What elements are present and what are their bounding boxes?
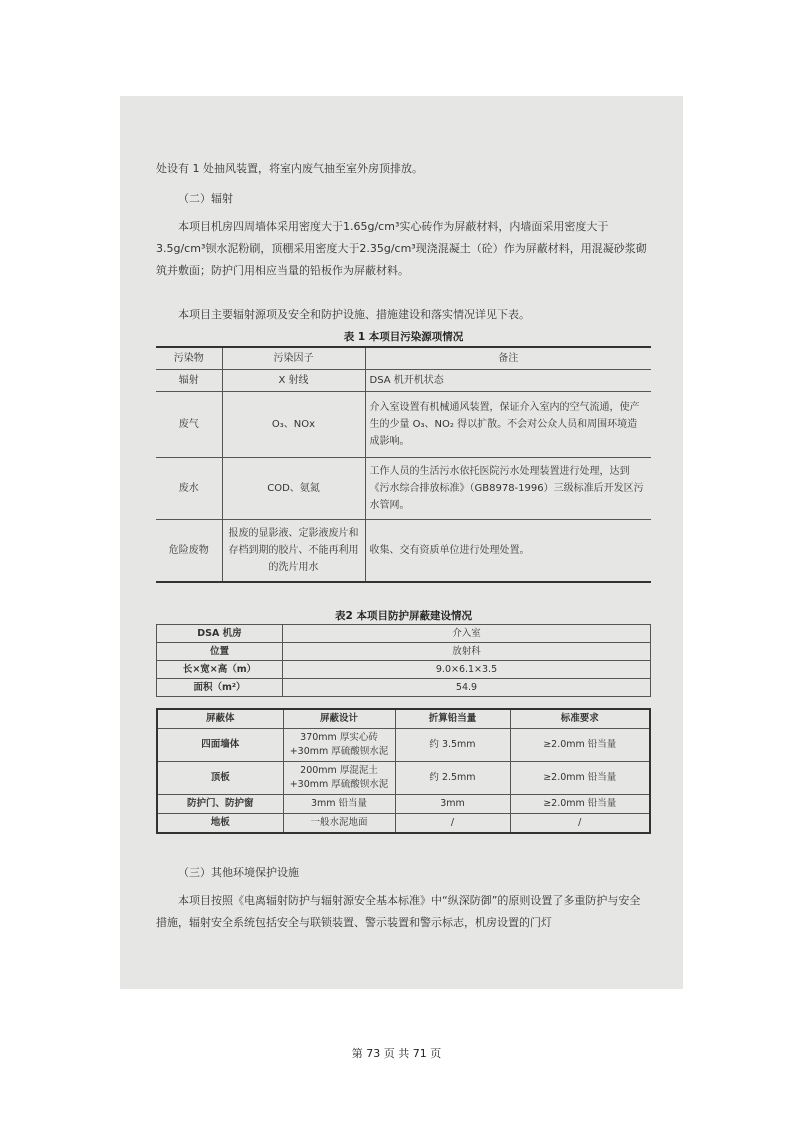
table-cell: 面积（m²） xyxy=(157,679,283,697)
table-cell: X 射线 xyxy=(222,370,365,392)
table-cell: 四面墙体 xyxy=(157,729,283,762)
table-cell: 放射科 xyxy=(283,643,651,661)
table-cell: O₃、NOx xyxy=(222,392,365,458)
table-cell: / xyxy=(510,814,650,834)
table-cell: 54.9 xyxy=(283,679,651,697)
table-header-cell: 污染物 xyxy=(156,347,222,370)
table-cell: 防护门、防护窗 xyxy=(157,795,283,814)
table-header-cell: 折算铅当量 xyxy=(395,709,510,729)
table-row xyxy=(156,520,651,582)
table-row xyxy=(157,729,650,762)
table-header-cell: 污染因子 xyxy=(222,347,365,370)
table-row xyxy=(157,795,650,814)
table-row xyxy=(157,679,651,697)
paragraph-exhaust: 处设有 1 处抽风装置，将室内废气抽至室外房顶排放。 xyxy=(156,162,423,175)
shielding-table xyxy=(156,708,651,834)
table-row xyxy=(157,762,650,795)
paragraph-table-intro: 本项目主要辐射源项及安全和防护设施、措施建设和落实情况详见下表。 xyxy=(178,308,530,321)
table-header-row xyxy=(156,347,651,370)
room-info-table xyxy=(156,624,651,697)
scanned-page xyxy=(120,96,683,989)
table-cell: 报废的显影液、定影液废片和存档到期的胶片、不能再利用的洗片用水 xyxy=(222,520,365,582)
table-row xyxy=(156,458,651,520)
paragraph-shielding: 本项目机房四周墙体采用密度大于1.65g/cm³实心砖作为屏蔽材料，内墙面采用密度大于3.5g/cm³钡水泥粉刷，顶棚采用密度大于2.35g/cm³现浇混凝土（砼）作为屏蔽材料，用混凝砂浆砌筑并敷面；防护门用相应当量的铅板作为屏蔽材料。 xyxy=(156,220,647,277)
page-footer: 第 73 页 共 71 页 xyxy=(351,1047,442,1060)
section-heading-other: （三）其他环境保护设施 xyxy=(178,866,299,879)
table-cell: ≥2.0mm 铅当量 xyxy=(510,795,650,814)
section-heading-radiation: （二）辐射 xyxy=(178,192,233,205)
table-cell: 约 2.5mm xyxy=(395,762,510,795)
table-cell: 约 3.5mm xyxy=(395,729,510,762)
table1-caption: 表 1 本项目污染源项情况 xyxy=(343,331,464,343)
table-cell: 废水 xyxy=(156,458,222,520)
table-cell: 顶板 xyxy=(157,762,283,795)
table-cell: 介入室设置有机械通风装置，保证介入室内的空气流通，使产生的少量 O₃、NO₂ 得以扩散。不会对公众人员和周围环境造成影响。 xyxy=(365,392,651,458)
table-cell: 介入室 xyxy=(283,625,651,643)
table-cell: / xyxy=(395,814,510,834)
table-cell: COD、氨氮 xyxy=(222,458,365,520)
table-cell: 地板 xyxy=(157,814,283,834)
table-cell: DSA 机房 xyxy=(157,625,283,643)
table2-caption: 表2 本项目防护屏蔽建设情况 xyxy=(335,610,472,622)
table-cell: 9.0×6.1×3.5 xyxy=(283,661,651,679)
table-cell: 长×宽×高（m） xyxy=(157,661,283,679)
table-cell: 3mm 铅当量 xyxy=(283,795,395,814)
table-cell: 370mm 厚实心砖 +30mm 厚硫酸钡水泥 xyxy=(283,729,395,762)
table-cell: 3mm xyxy=(395,795,510,814)
paragraph-safety: 本项目按照《电离辐射防护与辐射源安全基本标准》中“纵深防御”的原则设置了多重防护与安全措施，辐射安全系统包括安全与联锁装置、警示装置和警示标志，机房设置的门灯 xyxy=(156,894,641,929)
table-row xyxy=(157,625,651,643)
table-header-cell: 屏蔽设计 xyxy=(283,709,395,729)
table-header-cell: 备注 xyxy=(365,347,651,370)
table-cell: ≥2.0mm 铅当量 xyxy=(510,729,650,762)
table-cell: 一般水泥地面 xyxy=(283,814,395,834)
table-cell: 位置 xyxy=(157,643,283,661)
table-cell: 工作人员的生活污水依托医院污水处理装置进行处理，达到《污水综合排放标准》（GB8978-1996）三级标准后开发区污水管网。 xyxy=(365,458,651,520)
table-row xyxy=(157,661,651,679)
table-row xyxy=(157,814,650,834)
table-cell: DSA 机开机状态 xyxy=(365,370,651,392)
table-row xyxy=(156,370,651,392)
table-row xyxy=(157,643,651,661)
table-cell: 危险废物 xyxy=(156,520,222,582)
table-cell: ≥2.0mm 铅当量 xyxy=(510,762,650,795)
table-header-cell: 屏蔽体 xyxy=(157,709,283,729)
table-cell: 200mm 厚混泥土 +30mm 厚硫酸钡水泥 xyxy=(283,762,395,795)
pollution-source-table xyxy=(156,346,651,583)
table-header-row xyxy=(157,709,650,729)
table-row xyxy=(156,392,651,458)
table-cell: 收集、交有资质单位进行处理处置。 xyxy=(365,520,651,582)
table-cell: 废气 xyxy=(156,392,222,458)
table-header-cell: 标准要求 xyxy=(510,709,650,729)
table-cell: 辐射 xyxy=(156,370,222,392)
